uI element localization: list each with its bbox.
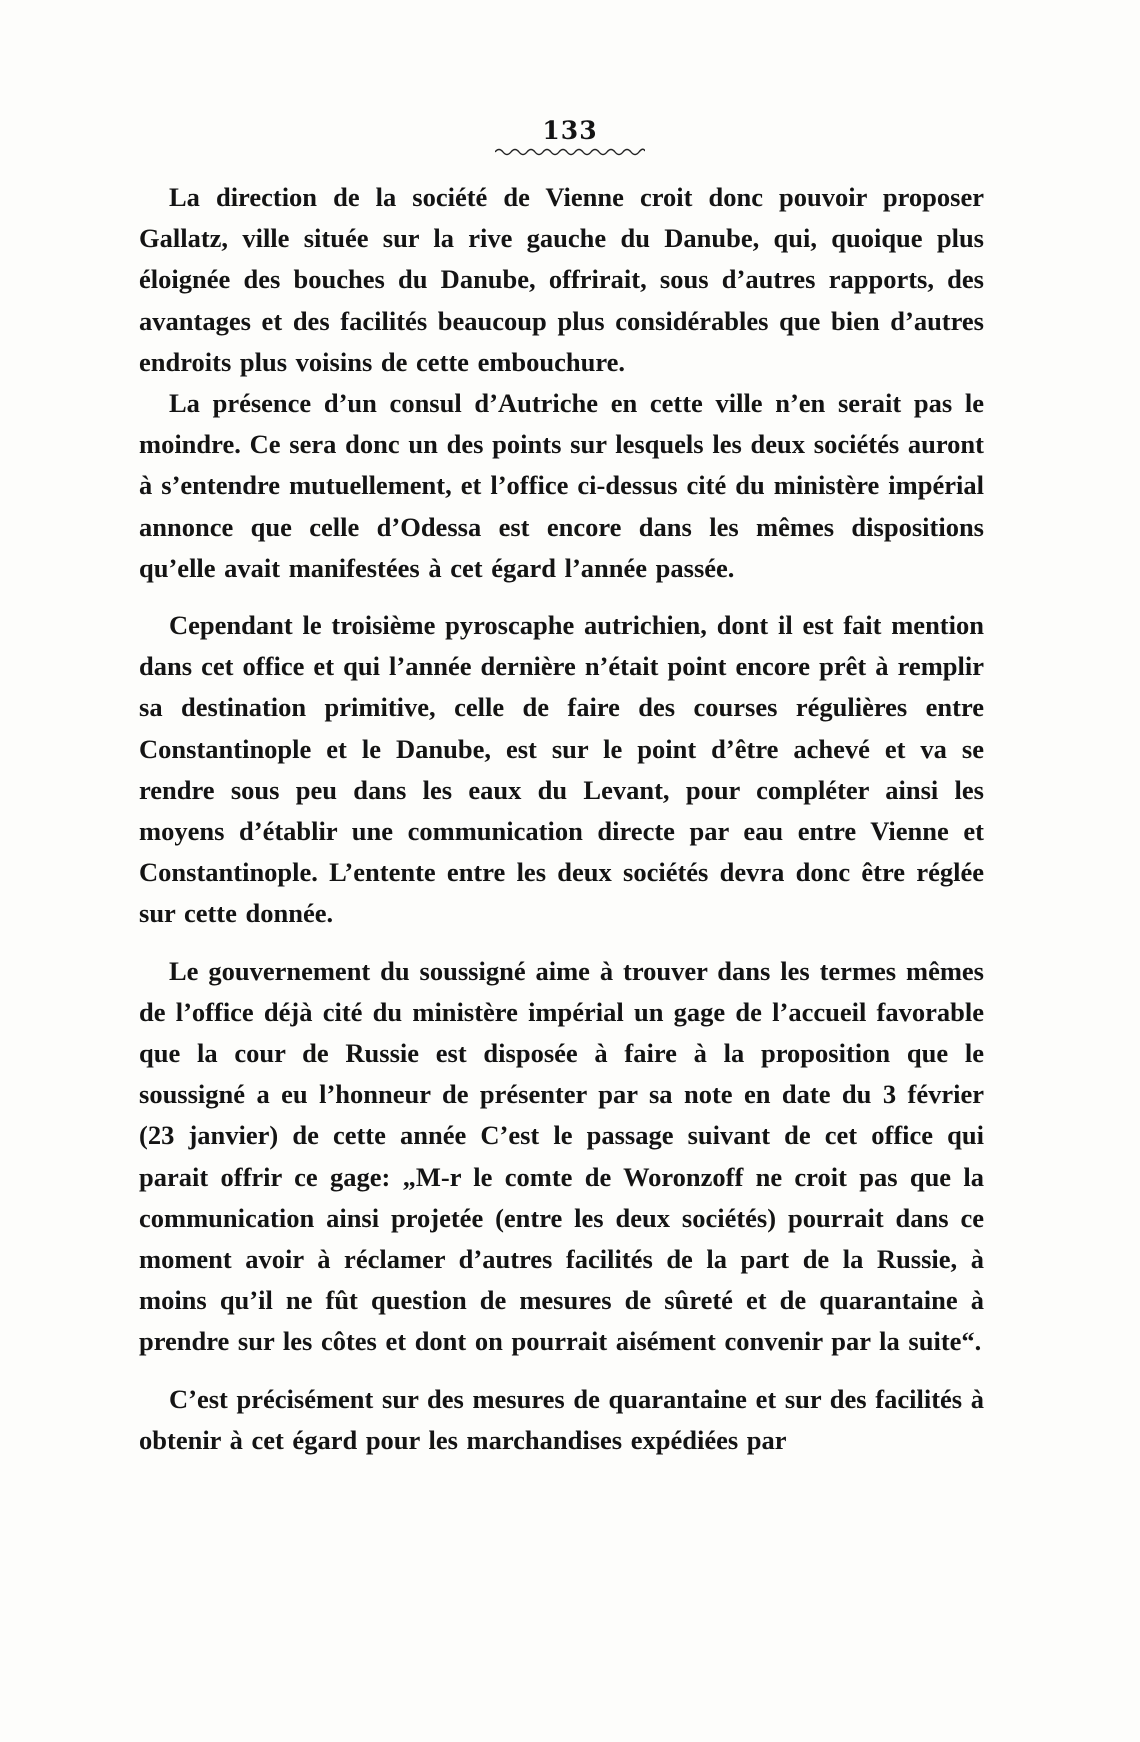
paragraph-gap (139, 1363, 984, 1379)
paragraph-4: Le gouvernement du soussigné aime à trouver dans les termes mêmes de l’office déjà cité du ministère impérial un gage de l’accueil favorable que la cour de Russie est disposée à faire à la proposition que le soussigné a eu l’honneur de présenter par sa note en date du 3 février (23 janvier) de cette année C’est le passage suivant de cet office qui parait offrir ce gage: „M-r le comte de Woronzoff ne croit pas que la communication ainsi projetée (entre les deux sociétés) pourrait dans ce moment avoir à réclamer d’autres facilités de la part de la Russie, à moins qu’il ne fût question de mesures de sûreté et de quarantaine à prendre sur les côtes et dont on pourrait aisément convenir par la suite“. (139, 955, 984, 1357)
body-text (139, 177, 984, 1461)
paragraph-gap (139, 935, 984, 951)
paragraph-1: La direction de la société de Vienne croit donc pouvoir proposer Gallatz, ville située sur la rive gauche du Danube, qui, quoique plus éloignée des bouches du Danube, offrirait, sous d’autres rapports, des avantages et des facilités beaucoup plus considérables que bien d’autres endroits plus voisins de cette embouchure. (139, 182, 984, 377)
paragraph-5: C’est précisément sur des mesures de quarantaine et sur des facilités à obtenir à cet égard pour les marchandises expédiées par (139, 1383, 984, 1455)
paragraph-2: La présence d’un consul d’Autriche en cette ville n’en serait pas le moindre. Ce sera donc un des points sur lesquels les deux sociétés auront à s’entendre mutuellement, et l’office ci-dessus cité du ministère impérial annonce que celle d’Odessa est encore dans les mêmes dispositions qu’elle avait manifestées à cet égard l’année passée. (139, 388, 984, 583)
paragraph-3: Cependant le troisième pyroscaphe autrichien, dont il est fait mention dans cet office et qui l’année dernière n’était point encore prêt à remplir sa destination primitive, celle de faire des courses régulières entre Constantinople et le Danube, est sur le point d’être achevé et va se rendre sous peu dans les eaux du Levant, pour compléter ainsi les moyens d’établir une communication directe par eau entre Vienne et Constantinople. L’entente entre les deux sociétés devra donc être réglée sur cette donnée. (139, 610, 984, 929)
page-number: 133 (542, 116, 598, 145)
wavy-ornament-icon (495, 146, 645, 156)
page-header (0, 118, 1140, 156)
paragraph-gap (139, 589, 984, 605)
